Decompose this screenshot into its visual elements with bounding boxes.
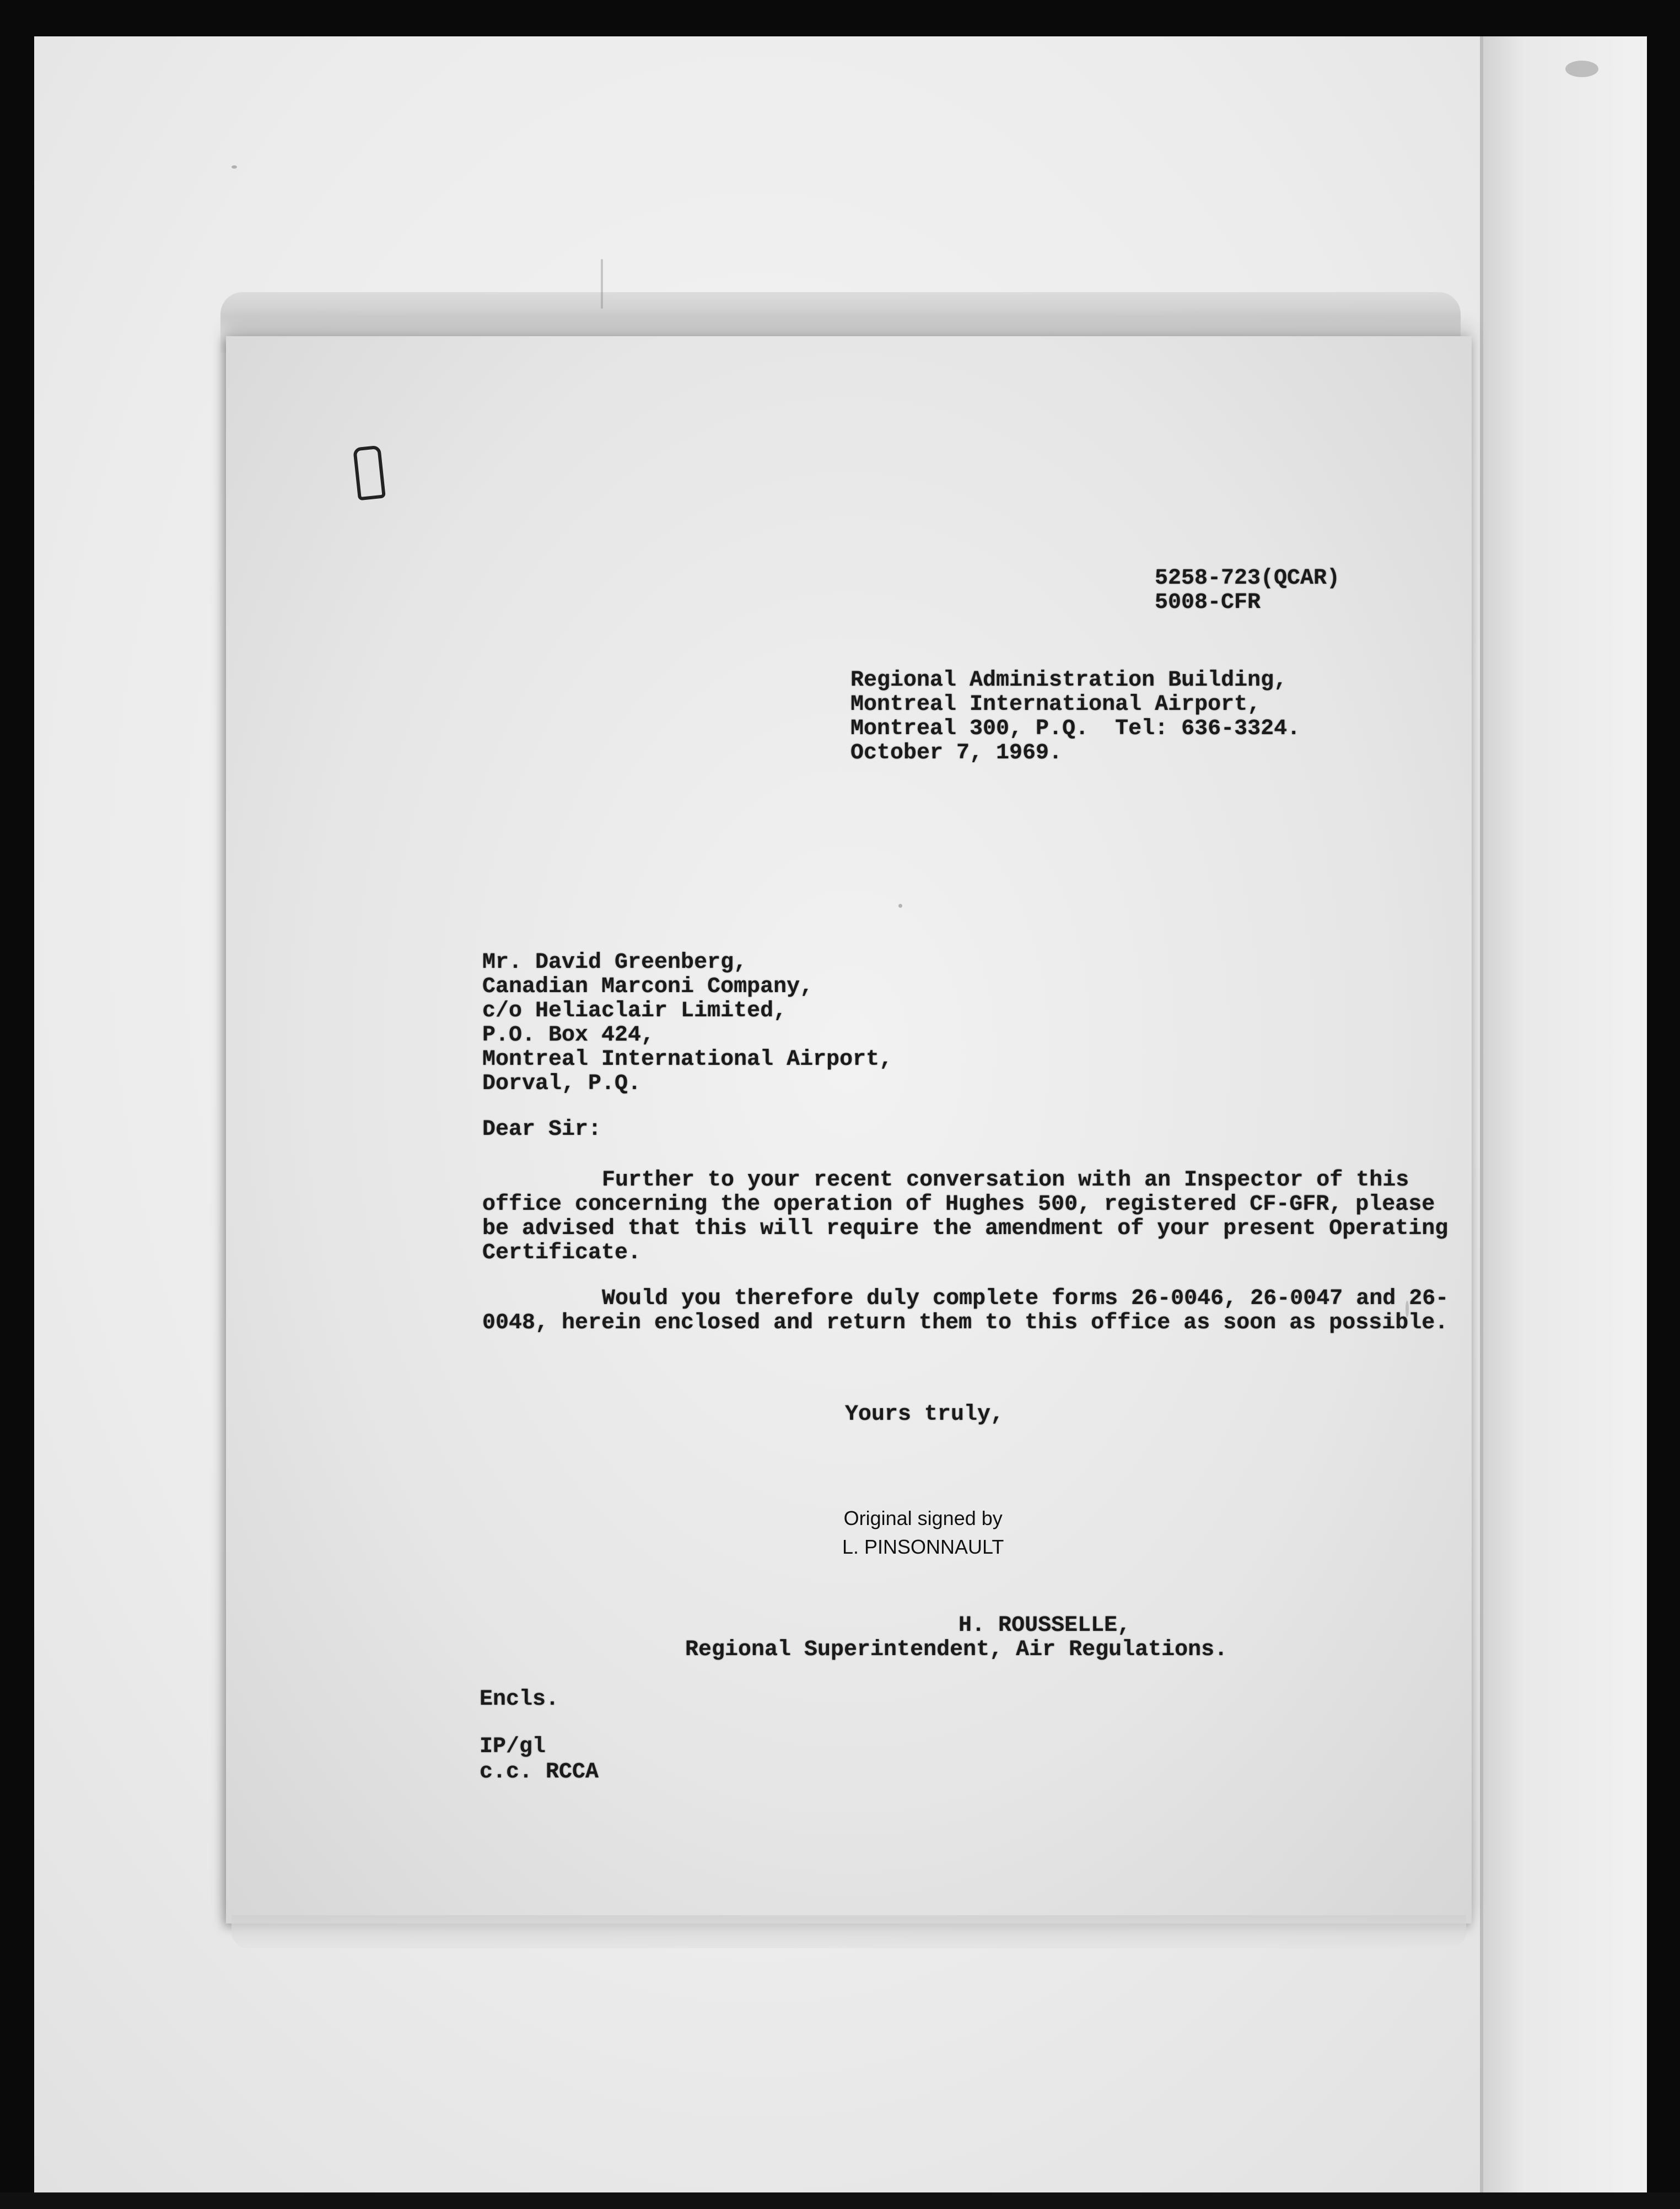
scan-speck bbox=[1565, 61, 1598, 77]
scan-edge-right bbox=[1647, 0, 1680, 2209]
recipient-address bbox=[482, 951, 892, 1096]
recipient-care-of: c/o Heliaclair Limited, bbox=[482, 999, 787, 1023]
sender-address-line-1: Regional Administration Building, bbox=[850, 668, 1288, 693]
signature-stamp bbox=[842, 1504, 1004, 1561]
signer-name: H. ROUSSELLE, bbox=[959, 1613, 1131, 1638]
enclosure-note: Encls. bbox=[480, 1687, 559, 1712]
body-paragraph-1: Further to your recent conversation with an Inspector of this office concerning the operation of Hughes 500, registered CF-GFR, please be advised that this will require the amendment of your present Operating Certificate. bbox=[482, 1168, 1449, 1265]
recipient-name: Mr. David Greenberg, bbox=[482, 950, 747, 975]
scan-speck bbox=[898, 904, 902, 908]
paper-clip-icon bbox=[353, 445, 386, 501]
recipient-airport: Montreal International Airport, bbox=[482, 1047, 893, 1072]
recipient-city: Dorval, P.Q. bbox=[482, 1071, 642, 1096]
body-paragraph-2: Would you therefore duly complete forms 26-0046, 26-0047 and 26-0048, herein enclosed and return them to this office as soon as possible. bbox=[482, 1286, 1449, 1335]
file-reference bbox=[1155, 567, 1340, 615]
recipient-box: P.O. Box 424, bbox=[482, 1023, 655, 1048]
scan-edge-bottom bbox=[0, 2192, 1680, 2209]
reference-line-1: 5258-723(QCAR) bbox=[1155, 566, 1340, 591]
sender-address-line-3: Montreal 300, P.Q. Tel: 636-3324. bbox=[850, 716, 1301, 741]
signer-block bbox=[685, 1614, 1227, 1662]
salutation: Dear Sir: bbox=[482, 1117, 602, 1142]
scan-scratch bbox=[1406, 1301, 1409, 1317]
letter-date: October 7, 1969. bbox=[850, 741, 1063, 766]
stamp-line-2: L. PINSONNAULT bbox=[842, 1535, 1004, 1558]
sender-address-line-2: Montreal International Airport, bbox=[850, 692, 1261, 717]
scan-scratch bbox=[601, 259, 603, 309]
recipient-company: Canadian Marconi Company, bbox=[482, 974, 814, 999]
typist-initials: IP/gl bbox=[480, 1734, 546, 1759]
carbon-copy-note: c.c. RCCA bbox=[480, 1760, 599, 1785]
scan-speck bbox=[231, 165, 237, 169]
sender-address bbox=[850, 669, 1300, 766]
stamp-line-1: Original signed by bbox=[843, 1507, 1003, 1529]
closing: Yours truly, bbox=[845, 1402, 1004, 1427]
signer-title: Regional Superintendent, Air Regulations. bbox=[685, 1637, 1228, 1662]
letter-bottom-edge bbox=[231, 1915, 1466, 1948]
scan-margin-strip bbox=[1480, 36, 1649, 2209]
reference-line-2: 5008-CFR bbox=[1155, 590, 1261, 615]
